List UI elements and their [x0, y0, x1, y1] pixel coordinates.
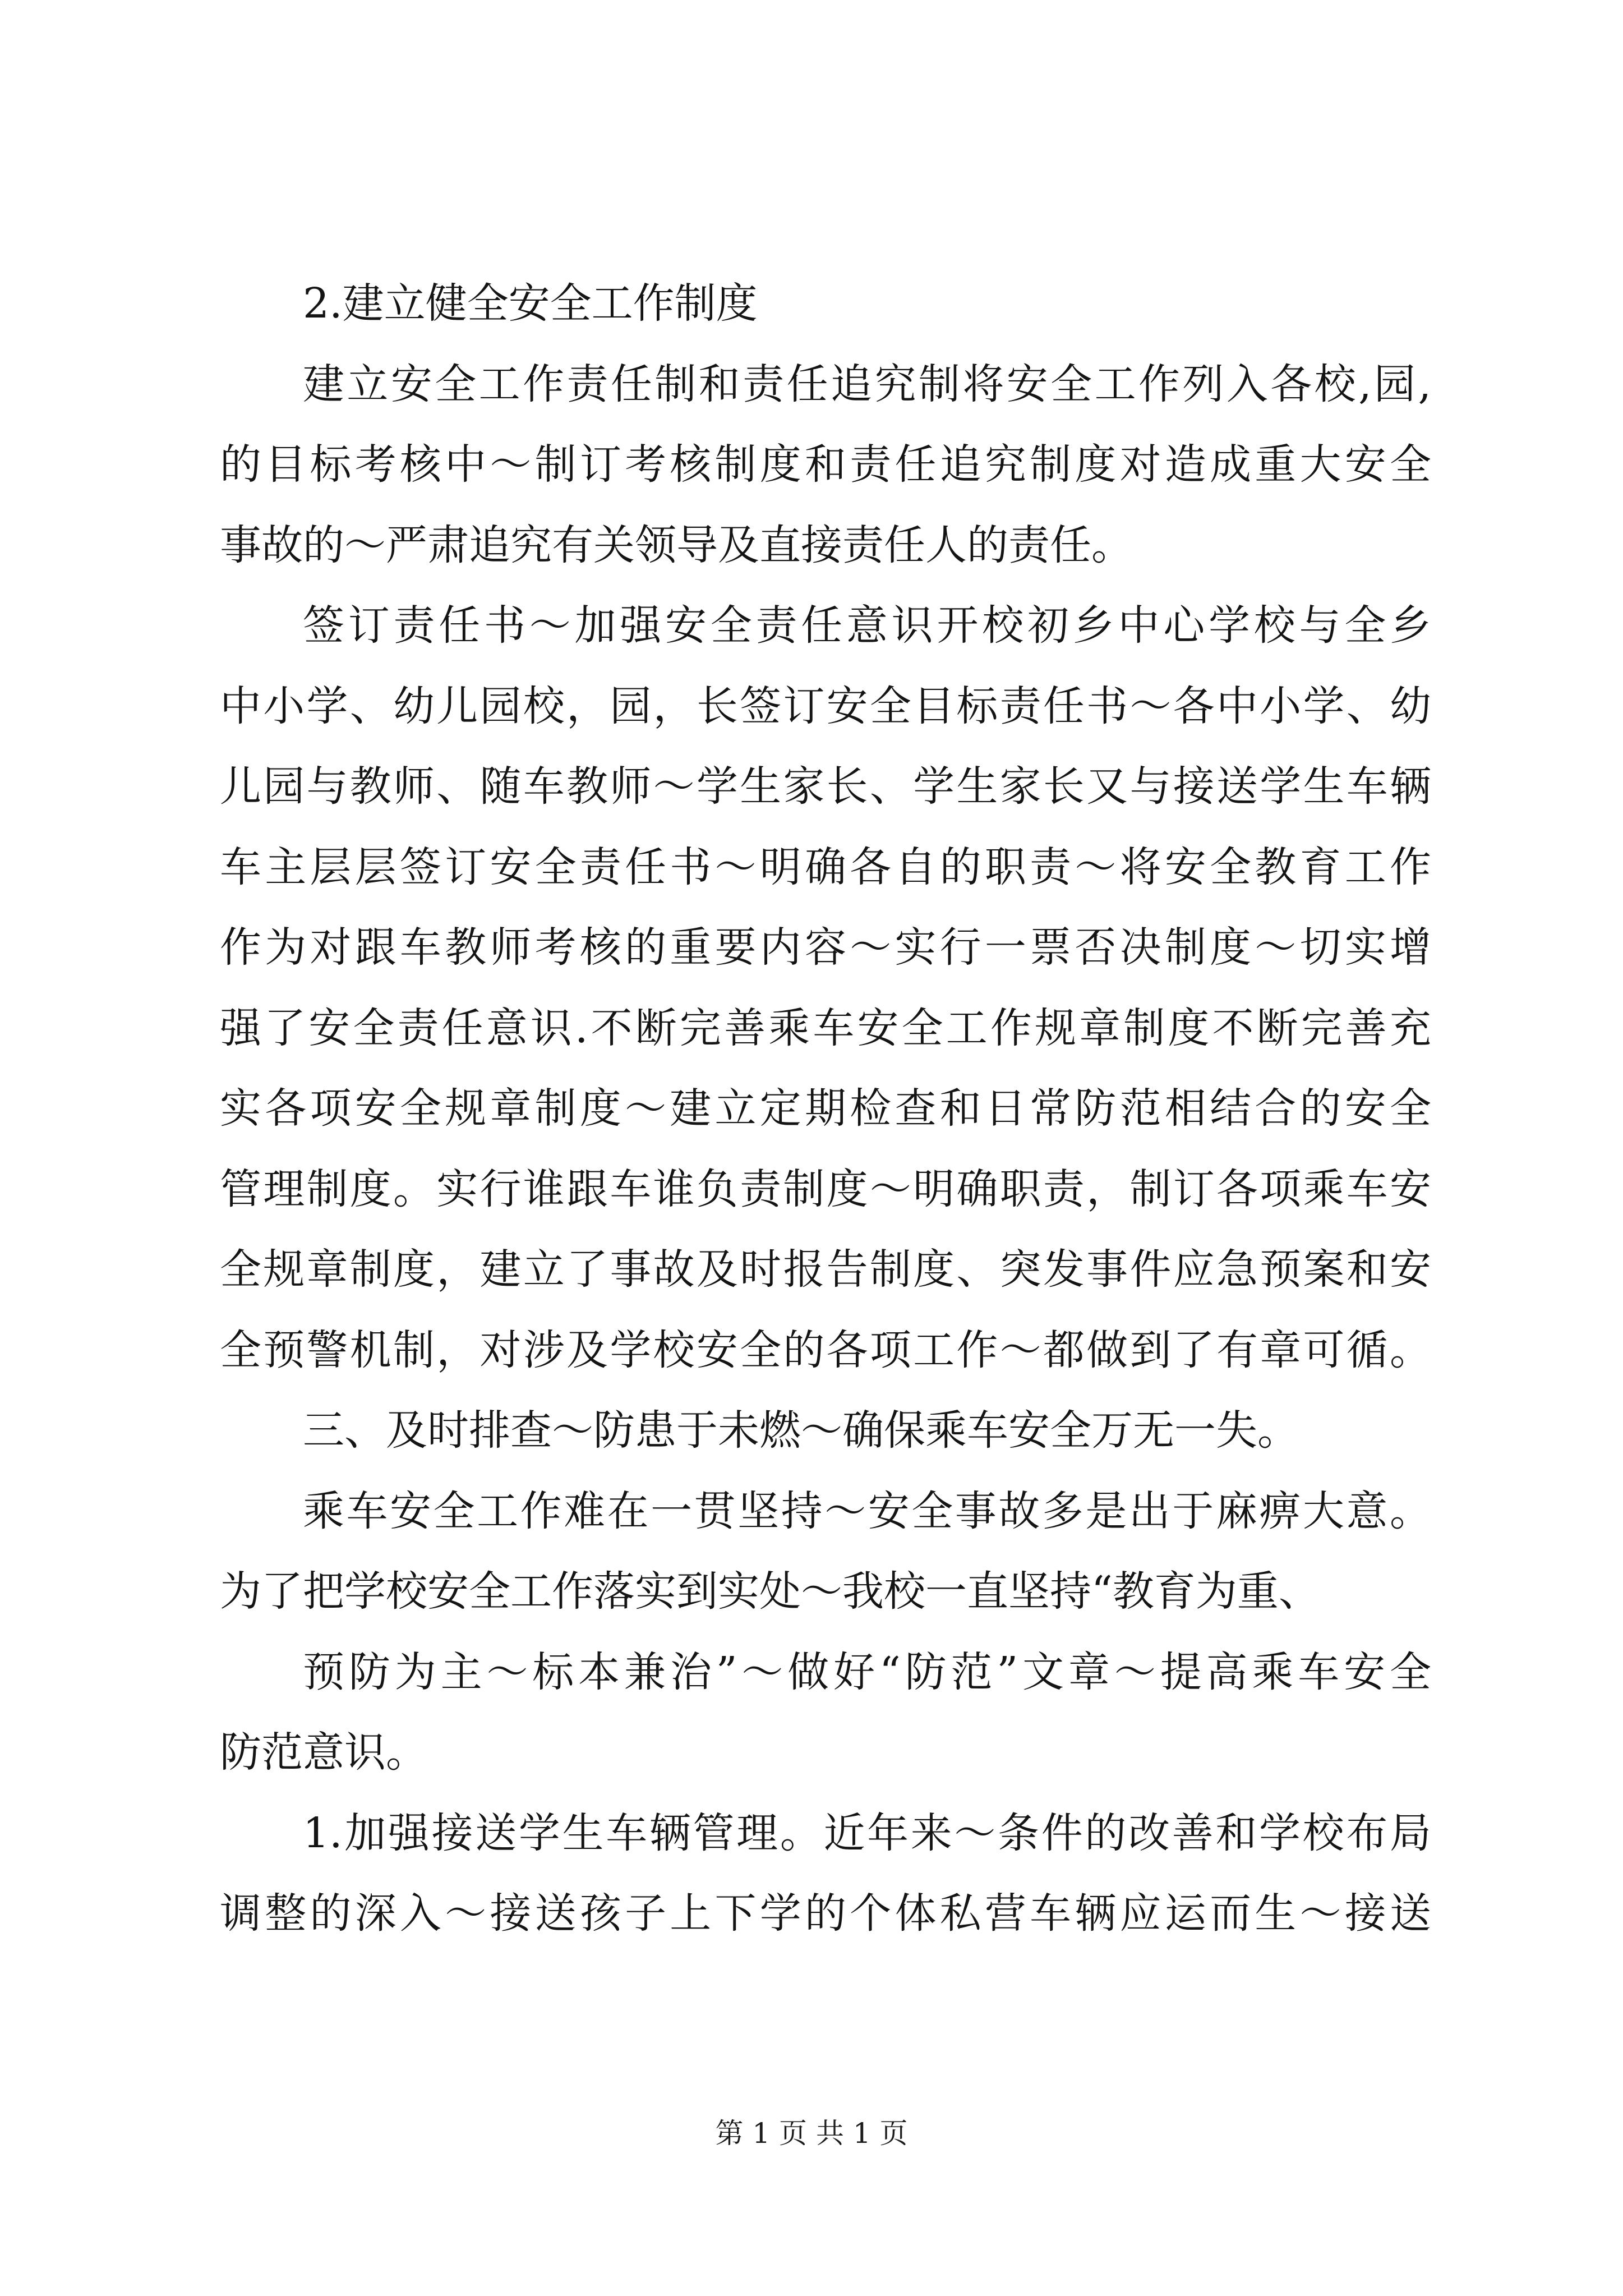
paragraph-line: 预防为主～标本兼治”～做好“防范”文章～提高乘车安全 — [303, 1648, 1431, 1696]
paragraph-line: 的目标考核中～制订考核制度和责任追究制度对造成重大安全 — [220, 440, 1431, 489]
paragraph-line: 乘车安全工作难在一贯坚持～安全事故多是出于麻痹大意。 — [303, 1487, 1431, 1535]
paragraph-line: 事故的～严肃追究有关领导及直接责任人的责任。 — [220, 521, 1133, 569]
page-number-footer: 第 1 页 共 1 页 — [715, 2117, 908, 2150]
paragraph-line: 签订责任书～加强安全责任意识开校初乡中心学校与全乡 — [303, 601, 1431, 650]
paragraph-line: 1.加强接送学生车辆管理。近年来～条件的改善和学校布局 — [303, 1809, 1431, 1857]
paragraph-line: 中小学、幼儿园校，园，长签订安全目标责任书～各中小学、幼 — [220, 682, 1431, 730]
paragraph-line: 管理制度。实行谁跟车谁负责制度～明确职责，制订各项乘车安 — [220, 1165, 1431, 1213]
paragraph-line: 作为对跟车教师考核的重要内容～实行一票否决制度～切实增 — [220, 923, 1431, 972]
paragraph-line: 为了把学校安全工作落实到实处～我校一直坚持“教育为重、 — [220, 1567, 1320, 1616]
paragraph-line: 车主层层签订安全责任书～明确各自的职责～将安全教育工作 — [220, 843, 1431, 891]
section-heading-inspection: 三、及时排查～防患于未燃～确保乘车安全万无一失。 — [303, 1406, 1299, 1455]
paragraph-line: 建立安全工作责任制和责任追究制将安全工作列入各校,园, — [303, 360, 1431, 408]
section-heading-safety-system: 2.建立健全安全工作制度 — [303, 279, 758, 328]
paragraph-line: 全预警机制，对涉及学校安全的各项工作～都做到了有章可循。 — [220, 1326, 1431, 1374]
document-body — [220, 264, 1431, 1954]
paragraph-line: 防范意识。 — [220, 1728, 427, 1777]
paragraph-line: 全规章制度，建立了事故及时报告制度、突发事件应急预案和安 — [220, 1245, 1431, 1294]
paragraph-line: 儿园与教师、随车教师～学生家长、学生家长又与接送学生车辆 — [220, 762, 1431, 811]
paragraph-line: 调整的深入～接送孩子上下学的个体私营车辆应运而生～接送 — [220, 1889, 1431, 1938]
paragraph-line: 实各项安全规章制度～建立定期检查和日常防范相结合的安全 — [220, 1084, 1431, 1133]
paragraph-line: 强了安全责任意识.不断完善乘车安全工作规章制度不断完善充 — [220, 1004, 1431, 1052]
